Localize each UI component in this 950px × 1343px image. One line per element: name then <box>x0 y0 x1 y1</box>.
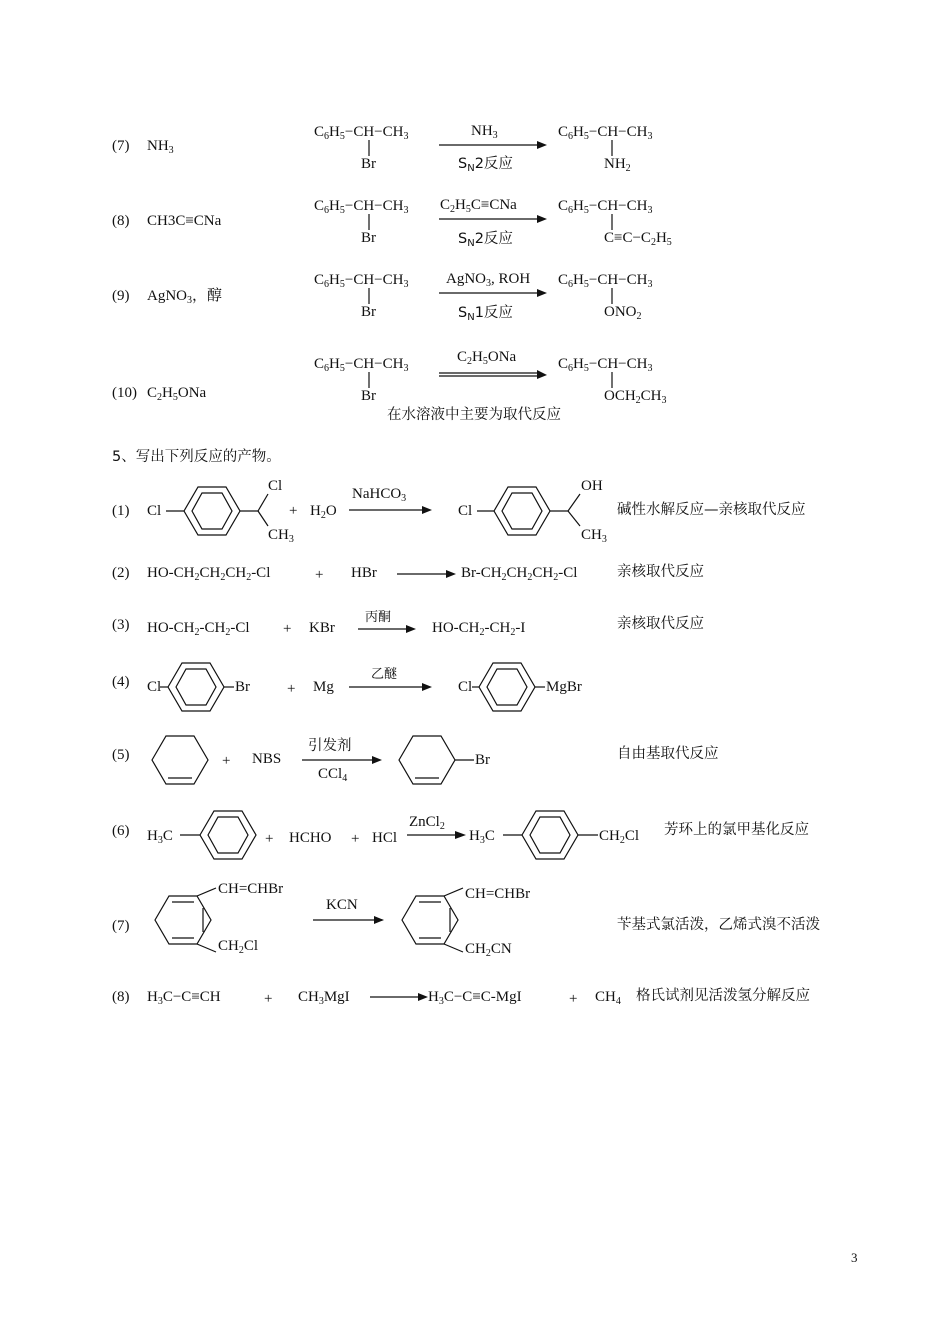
chlorine: Cl <box>268 478 283 494</box>
catalyst: ZnCl$_2$ <box>409 814 445 832</box>
plus-sign: + <box>315 567 324 583</box>
bromine: Br <box>235 679 250 695</box>
magnesium: Mg <box>313 679 334 695</box>
methyl: $H_3C$ <box>147 828 173 846</box>
methyl: $CH_3$ <box>268 527 294 545</box>
comment: 自由基取代反应 <box>617 746 719 762</box>
arrow-reagent: $NH_3$ <box>471 123 498 141</box>
note: 在水溶液中主要为取代反应 <box>387 407 561 423</box>
cyanomethyl: $CH_2CN$ <box>465 941 512 959</box>
cyclohexene-ring <box>399 736 455 784</box>
chlorine: Cl <box>147 503 162 519</box>
reagent-label: $NH_3$ <box>147 138 174 156</box>
reagent: HCl <box>372 830 398 846</box>
substrate: $C_6H_5-CH-CH_3$ <box>314 356 409 374</box>
reagent: HCHO <box>289 830 332 846</box>
substrate-substituent: Br <box>361 230 376 246</box>
reagent: NBS <box>252 751 282 767</box>
reagent-label: CH3C≡CNa <box>147 213 222 229</box>
product: $HO-CH_2-CH_2-I$ <box>432 620 526 638</box>
arrow-condition: $S_N1$反应 <box>458 305 513 323</box>
reagent: KBr <box>309 620 335 636</box>
arrow-condition: 乙醚 <box>371 667 398 682</box>
item-number: (8) <box>112 989 130 1005</box>
product: $C_6H_5-CH-CH_3$ <box>558 198 653 216</box>
byproduct: $CH_4$ <box>595 989 621 1007</box>
cyclohexene-ring <box>152 736 208 784</box>
plus-sign: + <box>222 753 231 769</box>
item-number: (7) <box>112 918 130 934</box>
reactant: $H_3C-C\equiv CH$ <box>147 989 221 1007</box>
comment: 碱性水解反应—亲核取代反应 <box>617 502 806 518</box>
substrate: $C_6H_5-CH-CH_3$ <box>314 272 409 290</box>
hydroxyl: OH <box>581 478 603 494</box>
grignard-group: MgBr <box>546 679 582 695</box>
comment: 芳环上的氯甲基化反应 <box>664 822 809 838</box>
arrow-reagent: KCN <box>326 897 358 913</box>
chloromethyl: $CH_2Cl$ <box>599 828 640 846</box>
plus-sign: + <box>264 991 273 1007</box>
item-number: (7) <box>112 138 130 154</box>
section-title: 5、写出下列反应的产物。 <box>112 449 281 465</box>
substrate-substituent: Br <box>361 388 376 404</box>
substrate-substituent: Br <box>361 304 376 320</box>
item-number: (10) <box>112 385 137 401</box>
product-substituent: $C\equiv C-C_2H_5$ <box>604 230 672 248</box>
arrow-reagent: AgNO$_3$, ROH <box>446 271 531 289</box>
item-number: (9) <box>112 288 130 304</box>
arrow-condition: 丙酮 <box>365 610 392 625</box>
water: $H_2O$ <box>310 503 337 521</box>
arrow-reagent: NaHCO$_3$ <box>352 486 407 504</box>
reagent: HBr <box>351 565 377 581</box>
reagent: $CH_3MgI$ <box>298 989 350 1007</box>
arrow-condition: $S_N2$反应 <box>458 231 513 249</box>
plus-sign: + <box>351 831 360 847</box>
product: $C_6H_5-CH-CH_3$ <box>558 356 653 374</box>
item-number: (4) <box>112 674 130 690</box>
product: $Br-CH_2CH_2CH_2-Cl$ <box>461 565 578 583</box>
methyl: $H_3C$ <box>469 828 495 846</box>
product-substituent: $NH_2$ <box>604 156 631 174</box>
methyl: $CH_3$ <box>581 527 607 545</box>
product: $C_6H_5-CH-CH_3$ <box>558 272 653 290</box>
arrow-condition: $S_N2$反应 <box>458 156 513 174</box>
comment: 亲核取代反应 <box>617 564 704 580</box>
page-number: 3 <box>851 1250 858 1265</box>
arrow-reagent: $C_2H_5ONa$ <box>457 349 517 367</box>
chlorine: Cl <box>458 679 473 695</box>
substrate: $C_6H_5-CH-CH_3$ <box>314 124 409 142</box>
item-number: (3) <box>112 617 130 633</box>
reactant: $HO-CH_2CH_2CH_2-Cl$ <box>147 565 271 583</box>
plus-sign: + <box>569 991 578 1007</box>
comment: 亲核取代反应 <box>617 616 704 632</box>
product-substituent: $OCH_2CH_3$ <box>604 388 667 406</box>
arrow-reagent: $C_2H_5C\equiv CNa$ <box>440 197 517 215</box>
comment: 格氏试剂见活泼氢分解反应 <box>636 988 810 1004</box>
arrow-condition: 引发剂 <box>308 738 352 754</box>
product-substituent: $ONO_2$ <box>604 304 642 322</box>
chlorine: Cl <box>147 679 162 695</box>
product: $C_6H_5-CH-CH_3$ <box>558 124 653 142</box>
reagent-label: AgNO$_3$，醇 <box>147 288 223 306</box>
reactant: $HO-CH_2-CH_2-Cl$ <box>147 620 250 638</box>
chlorine: Cl <box>458 503 473 519</box>
item-number: (5) <box>112 747 130 763</box>
plus-sign: + <box>265 831 274 847</box>
substrate: $C_6H_5-CH-CH_3$ <box>314 198 409 216</box>
item-number: (6) <box>112 823 130 839</box>
comment: 苄基式氯活泼，乙烯式溴不活泼 <box>617 917 820 933</box>
solvent: CCl$_4$ <box>318 766 348 784</box>
plus-sign: + <box>287 681 296 697</box>
chloromethyl: $CH_2Cl$ <box>218 938 259 956</box>
item-number: (8) <box>112 213 130 229</box>
reagent-label: $C_2H_5ONa$ <box>147 385 207 403</box>
plus-sign: + <box>289 503 298 519</box>
substrate-substituent: Br <box>361 156 376 172</box>
plus-sign: + <box>283 621 292 637</box>
item-number: (2) <box>112 565 130 581</box>
vinyl-bromide: CH=CHBr <box>465 886 531 902</box>
item-number: (1) <box>112 503 130 519</box>
vinyl-bromide: CH=CHBr <box>218 881 284 897</box>
product: $H_3C-C\equiv C$-MgI <box>428 989 522 1007</box>
bromine: Br <box>475 752 490 768</box>
